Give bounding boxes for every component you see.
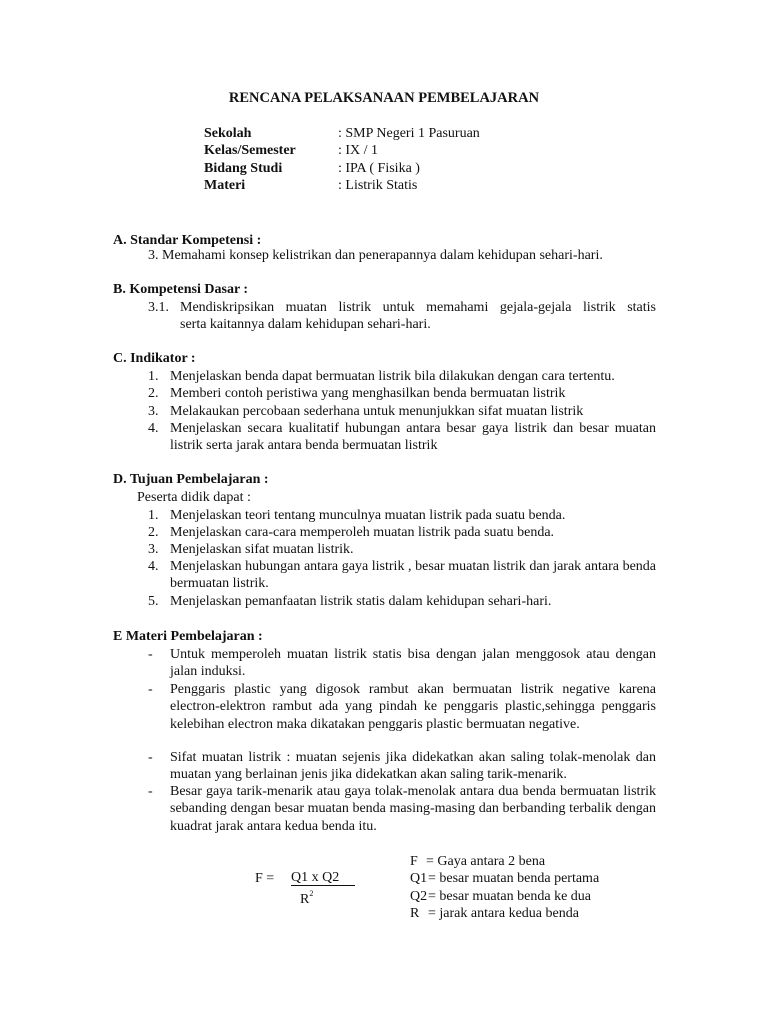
legend-definition: = jarak antara kedua benda	[428, 906, 579, 921]
objective-item: Menjelaskan cara-cara memperoleh muatan listrik pada suatu benda.	[170, 525, 555, 540]
list-number: 3.	[148, 404, 159, 419]
objective-item: Menjelaskan sifat muatan listrik.	[170, 542, 354, 557]
objective-item: Menjelaskan hubungan antara gaya listrik , besar muatan listrik dan jarak antara benda bermuatan listrik.	[170, 559, 656, 592]
legend-definition: = Gaya antara 2 bena	[426, 854, 546, 869]
formula-denominator: $R^2$	[300, 889, 314, 907]
info-label-school: Sekolah	[204, 126, 252, 141]
legend-definition: = besar muatan benda ke dua	[428, 889, 591, 904]
info-label-subject: Bidang Studi	[204, 161, 283, 176]
list-number: 2.	[148, 525, 159, 540]
info-value-subject: : IPA ( Fisika )	[338, 161, 420, 176]
info-value-school: : SMP Negeri 1 Pasuruan	[338, 126, 480, 141]
section-b-heading: B. Kompetensi Dasar :	[113, 282, 249, 297]
section-d-heading: D. Tujuan Pembelajaran :	[113, 472, 269, 487]
legend-symbol: Q2	[410, 889, 428, 904]
section-b-text-cont: serta kaitannya dalam kehidupan sehari-hari.	[180, 317, 431, 332]
info-value-topic: : Listrik Statis	[338, 178, 418, 193]
bullet-dash: -	[148, 647, 153, 662]
list-number: 3.	[148, 542, 159, 557]
section-a-heading: A. Standar Kompetensi :	[113, 233, 262, 248]
list-number: 2.	[148, 386, 159, 401]
indicator-item: Menjelaskan benda dapat bermuatan listrik bila dilakukan dengan cara tertentu.	[170, 369, 615, 384]
legend-symbol: Q1	[410, 871, 428, 886]
list-number: 1.	[148, 508, 159, 523]
list-number: 1.	[148, 369, 159, 384]
bullet-dash: -	[148, 784, 153, 799]
bullet-dash: -	[148, 750, 153, 765]
legend-definition: = besar muatan benda pertama	[428, 871, 600, 886]
material-item: Sifat muatan listrik : muatan sejenis jika didekatkan akan saling tolak-menolak dan muatan yang berlainan jenis jika didekatkan akan saling tarik-menarik.	[170, 750, 656, 783]
indicator-item: Memberi contoh peristiwa yang menghasilkan benda bermuatan listrik	[170, 386, 566, 401]
formula-numerator: Q1 x Q2	[291, 870, 355, 886]
info-label-class: Kelas/Semester	[204, 143, 296, 158]
formula-lhs: F =	[255, 871, 275, 886]
document-title: RENCANA PELAKSANAAN PEMBELAJARAN	[228, 90, 540, 106]
section-e-heading: E Materi Pembelajaran :	[113, 629, 263, 644]
list-number: 4.	[148, 421, 159, 436]
legend-symbol: F	[410, 854, 418, 869]
section-d-intro: Peserta didik dapat :	[137, 490, 251, 505]
indicator-item: Menjelaskan secara kualitatif hubungan antara besar gaya listrik dan besar muatan listrik serta jarak antara benda bermuatan listrik	[170, 421, 656, 454]
objective-item: Menjelaskan pemanfaatan listrik statis dalam kehidupan sehari-hari.	[170, 594, 552, 609]
info-value-class: : IX / 1	[338, 143, 379, 158]
material-item: Untuk memperoleh muatan listrik statis bisa dengan jalan menggosok atau dengan jalan induksi.	[170, 647, 656, 680]
objective-item: Menjelaskan teori tentang munculnya muatan listrik pada suatu benda.	[170, 508, 566, 523]
material-item: Besar gaya tarik-menarik atau gaya tolak-menolak antara dua benda bermuatan listrik sebanding dengan besar muatan benda masing-masing dan berbanding terbalik dengan kuadrat jarak antara kedua benda itu.	[170, 784, 656, 834]
legend-symbol: R	[410, 906, 420, 921]
section-b-text: Mendiskripsikan muatan listrik untuk memahami gejala-gejala listrik statis	[180, 300, 656, 315]
section-b-number: 3.1.	[148, 300, 169, 315]
material-item: Penggaris plastic yang digosok rambut akan bermuatan listrik negative karena electron-elektron rambut ada yang pindah ke penggaris plastic,sehingga penggaris kelebihan electron maka dikatakan penggaris plastic bermuatan negative.	[170, 682, 656, 732]
list-number: 5.	[148, 594, 159, 609]
indicator-item: Melakaukan percobaan sederhana untuk menunjukkan sifat muatan listrik	[170, 404, 584, 419]
bullet-dash: -	[148, 682, 153, 697]
list-number: 4.	[148, 559, 159, 574]
section-c-heading: C. Indikator :	[113, 351, 196, 366]
info-label-topic: Materi	[204, 178, 246, 193]
section-a-text: 3. Memahami konsep kelistrikan dan penerapannya dalam kehidupan sehari-hari.	[148, 248, 603, 263]
